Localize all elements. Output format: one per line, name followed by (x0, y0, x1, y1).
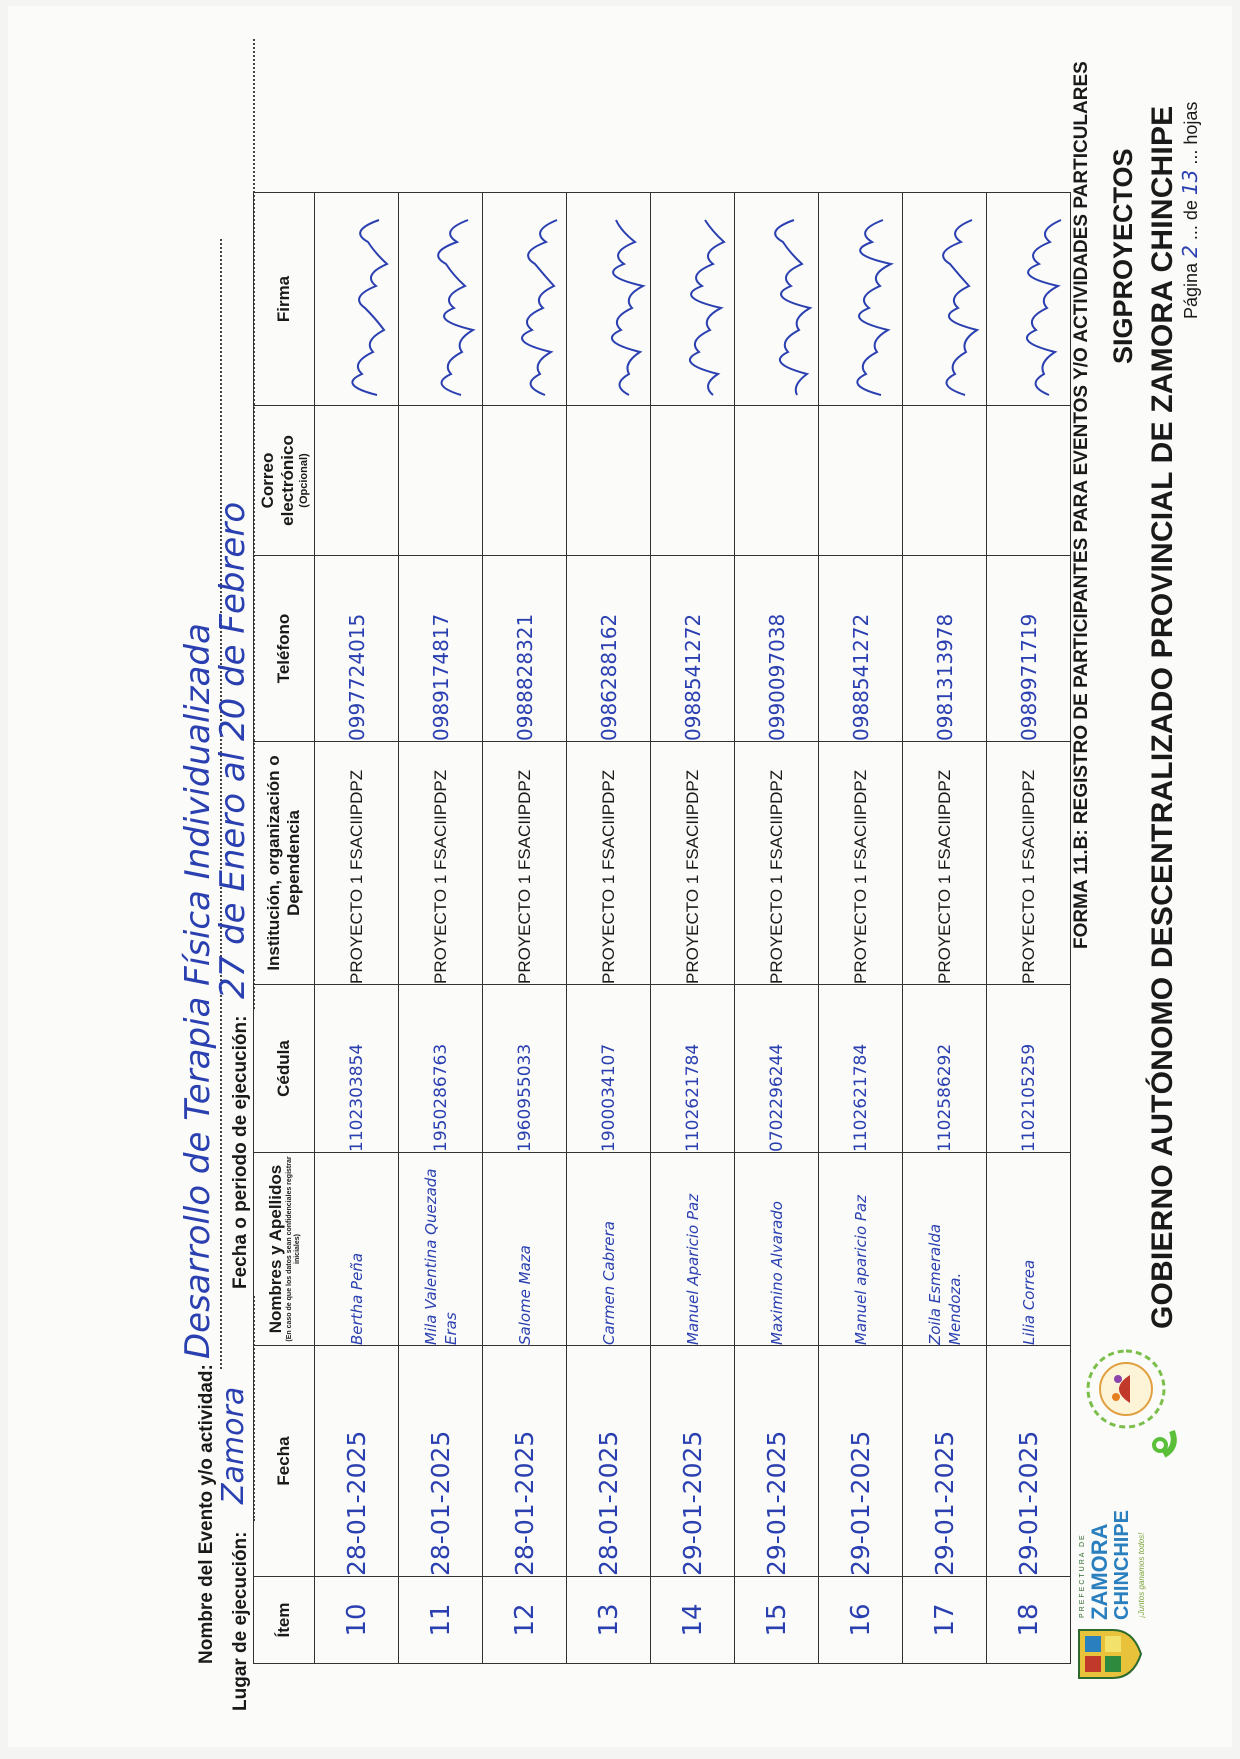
signature-icon (401, 195, 481, 405)
page-title: GOBIERNO AUTÓNOMO DESCENTRALIZADO PROVINCIAL DE ZAMORA CHINCHIPE (1146, 105, 1179, 1329)
cell-fecha: 29-01-2025 (651, 1346, 735, 1577)
cell-fecha: 29-01-2025 (735, 1346, 819, 1577)
date-value: 27 de Enero al 20 de Febrero (213, 501, 253, 999)
cell-firma (483, 193, 567, 406)
date-label: Fecha o periodo de ejecución: (230, 1015, 251, 1289)
header-tel: Teléfono (254, 556, 315, 742)
participants-table (253, 192, 1071, 1664)
cell-firma (567, 193, 651, 406)
cell-cedula: 1102621784 (651, 985, 735, 1153)
header-inst: Institución, organización o Dependencia (254, 742, 315, 985)
cell-tel: 0989971719 (987, 556, 1071, 742)
cell-mail (315, 406, 399, 556)
header-item: Ítem (254, 1577, 315, 1664)
cell-item: 17 (903, 1577, 987, 1664)
cell-tel: 0981313978 (903, 556, 987, 742)
signature-icon (737, 195, 817, 405)
cell-firma (903, 193, 987, 406)
table-header-row (254, 193, 315, 1664)
cell-cedula: 1102105259 (987, 985, 1071, 1153)
signature-icon (485, 195, 565, 405)
event-name-value: Desarrollo de Terapia Física Individualizada (178, 623, 218, 1359)
cell-nombre: Bertha Peña (315, 1153, 399, 1346)
cell-firma (987, 193, 1071, 406)
cell-mail (399, 406, 483, 556)
cell-mail (987, 406, 1071, 556)
cell-mail (483, 406, 567, 556)
cell-nombre: Manuel aparicio Paz (819, 1153, 903, 1346)
cell-firma (819, 193, 903, 406)
event-name-label: Nombre del Evento y/o actividad: (196, 1364, 217, 1664)
header-mail-label: Correo electrónico (258, 435, 297, 526)
cell-tel: 0997724015 (315, 556, 399, 742)
table-row (483, 193, 567, 1664)
cell-nombre: Salome Maza (483, 1153, 567, 1346)
cell-firma (735, 193, 819, 406)
cell-cedula: 0702296244 (735, 985, 819, 1153)
cell-fecha: 28-01-2025 (483, 1346, 567, 1577)
document-sheet (8, 6, 1232, 1747)
header-mail-note: (Opcional) (298, 453, 310, 508)
cell-inst: PROYECTO 1 FSACIIPDPZ (567, 742, 651, 985)
cell-firma (651, 193, 735, 406)
cell-mail (819, 406, 903, 556)
header-firma: Firma (254, 193, 315, 406)
table-row (651, 193, 735, 1664)
page-number: 2 (1178, 245, 1202, 258)
place-label: Lugar de ejecución: (230, 1531, 251, 1711)
landscape-page (8, 6, 1240, 1759)
cell-mail (567, 406, 651, 556)
cell-item: 15 (735, 1577, 819, 1664)
logo-line3: CHINCHIPE (1111, 1509, 1133, 1620)
header-fecha: Fecha (254, 1346, 315, 1577)
header-nombre (254, 1153, 315, 1346)
cell-tel: 0989174817 (399, 556, 483, 742)
cell-fecha: 28-01-2025 (399, 1346, 483, 1577)
place-value: Zamora (216, 1386, 251, 1504)
cell-firma (315, 193, 399, 406)
cell-item: 10 (315, 1577, 399, 1664)
signature-icon (653, 195, 733, 405)
cell-inst: PROYECTO 1 FSACIIPDPZ (315, 742, 399, 985)
cell-cedula: 1900034107 (567, 985, 651, 1153)
cell-item: 11 (399, 1577, 483, 1664)
header-nombre-note: (En caso de que los datos sean confidenciales registrar iniciales) (286, 1156, 301, 1342)
coat-of-arms-icon (1073, 1624, 1143, 1684)
cell-inst: PROYECTO 1 FSACIIPDPZ (987, 742, 1071, 985)
page-total: 13 (1178, 169, 1202, 196)
cell-cedula: 1102586292 (903, 985, 987, 1153)
cell-item: 12 (483, 1577, 567, 1664)
cell-nombre: Maximino Alvarado (735, 1153, 819, 1346)
table-row (315, 193, 399, 1664)
gad-logo (1068, 1317, 1188, 1467)
cell-item: 16 (819, 1577, 903, 1664)
of-label: de (1181, 200, 1201, 221)
cell-inst: PROYECTO 1 FSACIIPDPZ (483, 742, 567, 985)
signature-icon (821, 195, 901, 405)
cell-inst: PROYECTO 1 FSACIIPDPZ (399, 742, 483, 985)
cell-firma (399, 193, 483, 406)
cell-item: 13 (567, 1577, 651, 1664)
cell-tel: 0990097038 (735, 556, 819, 742)
cell-tel: 0988828321 (483, 556, 567, 742)
logo-line1: PREFECTURA DE (1079, 1533, 1086, 1618)
header-mail (254, 406, 315, 556)
header-cedula: Cédula (254, 985, 315, 1153)
cell-cedula: 1950286763 (399, 985, 483, 1153)
page-footer: Página 2 ... de 13 ... hojas (1178, 101, 1202, 319)
hojas-label: hojas (1181, 101, 1201, 145)
signature-icon (989, 195, 1069, 405)
cell-tel: 0986288162 (567, 556, 651, 742)
table-row (735, 193, 819, 1664)
cell-cedula: 1102303854 (315, 985, 399, 1153)
cell-fecha: 29-01-2025 (903, 1346, 987, 1577)
signature-icon (905, 195, 985, 405)
cell-fecha: 28-01-2025 (315, 1346, 399, 1577)
prefectura-logo (1073, 1509, 1168, 1684)
cell-fecha: 29-01-2025 (819, 1346, 903, 1577)
gad-emblem-icon (1068, 1317, 1188, 1467)
table-row (399, 193, 483, 1664)
cell-nombre: Lilia Correa (987, 1153, 1071, 1346)
cell-inst: PROYECTO 1 FSACIIPDPZ (903, 742, 987, 985)
page-subtitle: SIGPROYECTOS (1108, 148, 1138, 364)
cell-mail (651, 406, 735, 556)
table-row (903, 193, 987, 1664)
cell-cedula: 1102621784 (819, 985, 903, 1153)
cell-item: 18 (987, 1577, 1071, 1664)
page-label: Página (1181, 262, 1201, 319)
cell-cedula: 1960955033 (483, 985, 567, 1153)
cell-tel: 0988541272 (651, 556, 735, 742)
cell-nombre: Carmen Cabrera (567, 1153, 651, 1346)
logo-line2: ZAMORA (1087, 1523, 1112, 1620)
cell-nombre: Zoila Esmeralda Mendoza. (903, 1153, 987, 1346)
cell-mail (903, 406, 987, 556)
table-row (567, 193, 651, 1664)
cell-inst: PROYECTO 1 FSACIIPDPZ (651, 742, 735, 985)
cell-nombre: Mila Valentina Quezada Eras (399, 1153, 483, 1346)
cell-fecha: 28-01-2025 (567, 1346, 651, 1577)
cell-mail (735, 406, 819, 556)
cell-nombre: Manuel Aparicio Paz (651, 1153, 735, 1346)
cell-item: 14 (651, 1577, 735, 1664)
table-row (987, 193, 1071, 1664)
cell-inst: PROYECTO 1 FSACIIPDPZ (819, 742, 903, 985)
cell-tel: 0988541272 (819, 556, 903, 742)
signature-icon (569, 195, 649, 405)
cell-fecha: 29-01-2025 (987, 1346, 1071, 1577)
header-nombre-label: Nombres y Apellidos (266, 1164, 285, 1334)
signature-icon (317, 195, 397, 405)
cell-inst: PROYECTO 1 FSACIIPDPZ (735, 742, 819, 985)
form-title: FORMA 11.B: REGISTRO DE PARTICIPANTES PARA EVENTOS Y/O ACTIVIDADES PARTICULARES (1071, 61, 1092, 949)
logo-motto: ¡Juntos ganamos todos! (1137, 1532, 1146, 1618)
table-row (819, 193, 903, 1664)
